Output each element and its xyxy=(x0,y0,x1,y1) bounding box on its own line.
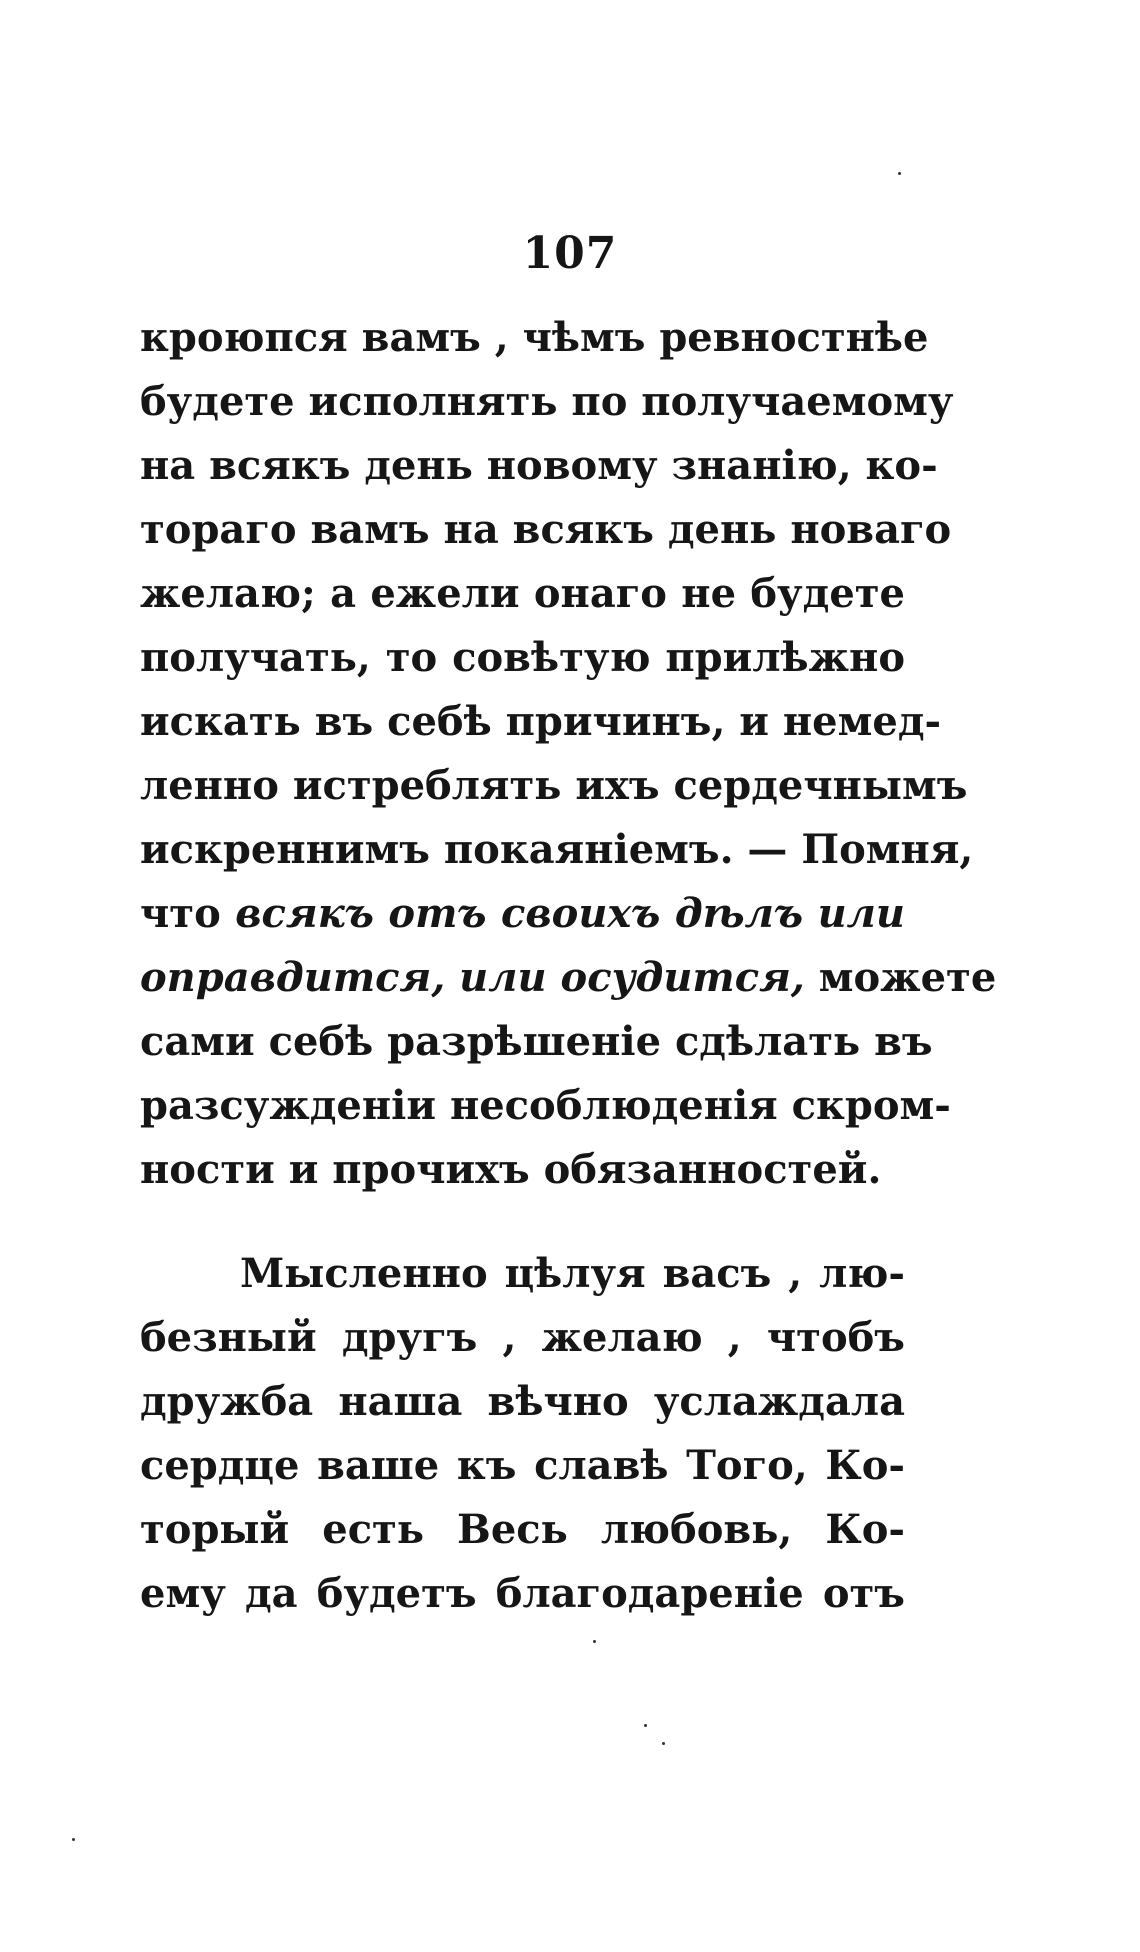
text-line-mixed xyxy=(140,946,997,1010)
text-line: будете исполнять по получаемому xyxy=(140,378,954,425)
page-number: 107 xyxy=(522,228,618,279)
text-line: кроюпся вамъ , чѣмъ ревностнѣе xyxy=(140,314,929,361)
text-line: разсужденіи несоблюденія скром- xyxy=(140,1082,951,1129)
scan-speck xyxy=(72,1838,75,1841)
text-line: тораго вамъ на всякъ день новаго xyxy=(140,506,952,553)
text-line: дружба наша вѣчно услаждала xyxy=(140,1378,905,1425)
text-line: безный другъ , желаю , чтобъ xyxy=(140,1314,905,1361)
text-plain: можете xyxy=(804,954,997,1001)
text-line: искреннимъ покаяніемъ. — Помня, xyxy=(140,826,974,873)
text-italic: всякъ отъ своихъ дѣлъ или xyxy=(235,890,906,937)
text-line: торый есть Весь любовь, Ко- xyxy=(140,1506,905,1553)
text-line: на всякъ день новому знанію, ко- xyxy=(140,442,938,489)
text-line: ему да будетъ благодареніе отъ xyxy=(140,1570,905,1617)
text-line: сердце ваше къ славѣ Того, Ко- xyxy=(140,1442,905,1489)
scan-speck xyxy=(644,1724,647,1727)
text-line: желаю; а ежели онаго не будете xyxy=(140,570,905,617)
text-plain: что xyxy=(140,890,236,937)
scan-speck xyxy=(662,1742,665,1745)
scan-speck xyxy=(593,1640,596,1643)
text-line: Мысленно цѣлуя васъ , лю- xyxy=(240,1250,905,1297)
text-line: ности и прочихъ обязанностей. xyxy=(140,1146,882,1193)
text-italic: оправдится, или осудится, xyxy=(140,954,805,1001)
text-line: сами себѣ разрѣшеніе сдѣлать въ xyxy=(140,1018,933,1065)
text-line: получать, то совѣтую прилѣжно xyxy=(140,634,905,681)
text-line-mixed xyxy=(140,882,905,946)
text-line: искать въ себѣ причинъ, и немед- xyxy=(140,698,942,745)
text-line: ленно истреблять ихъ сердечнымъ xyxy=(140,762,968,809)
scan-speck xyxy=(898,172,901,175)
